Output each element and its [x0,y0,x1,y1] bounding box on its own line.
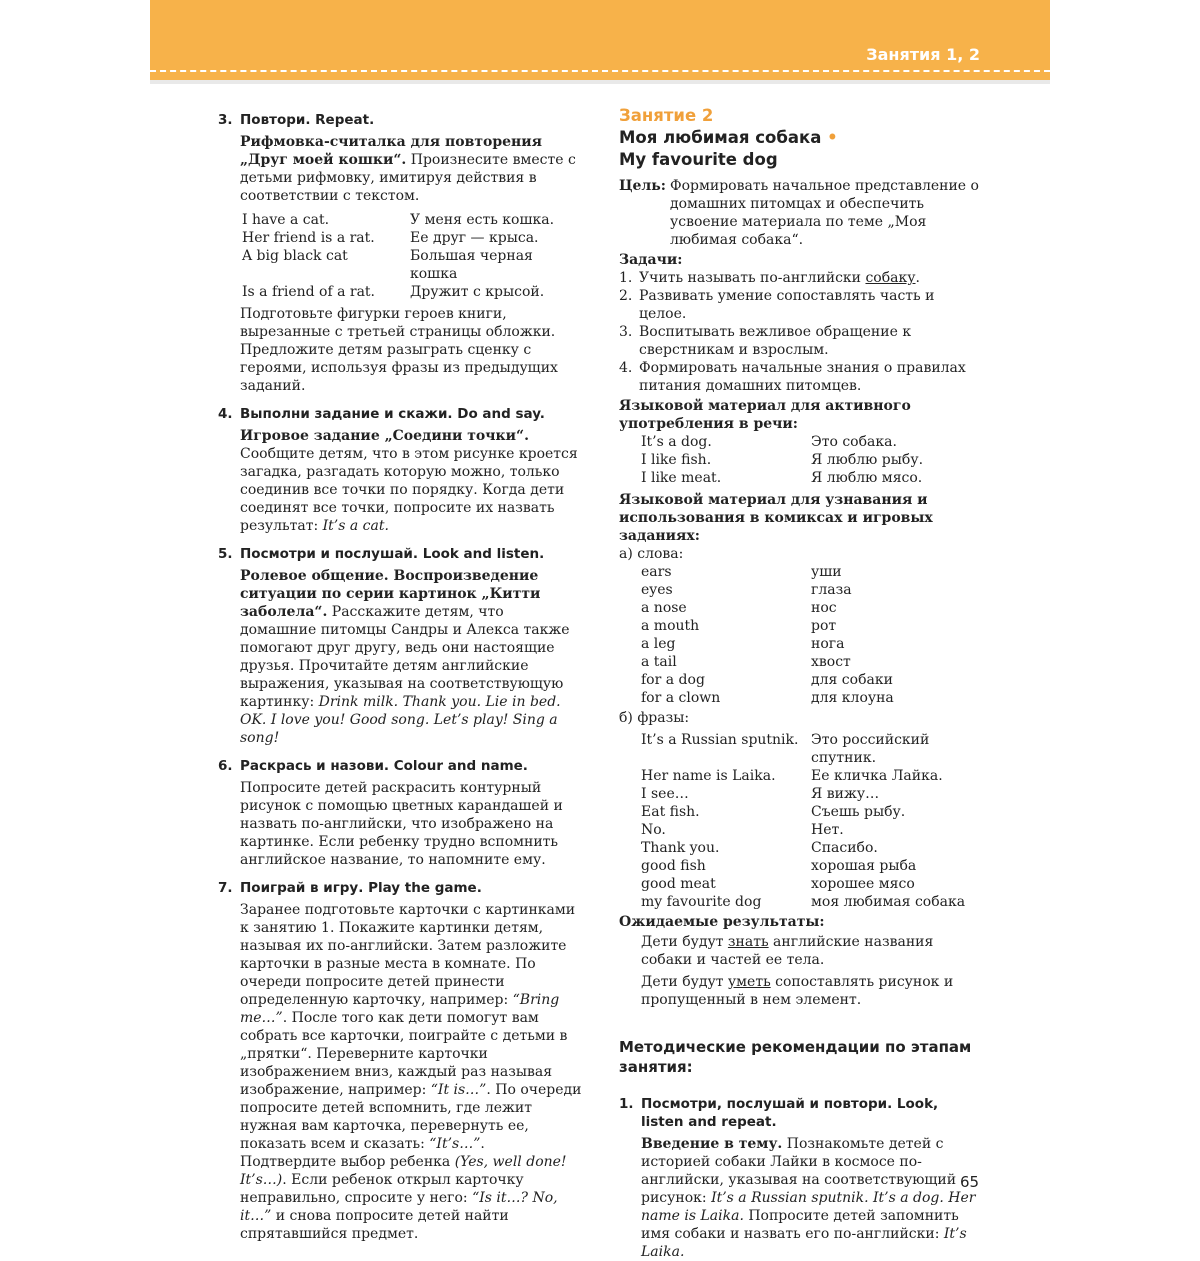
italic-phrase: “It is…” [430,1082,487,1098]
italic-phrase: Drink milk. Thank you. Lie in bed. OK. I love you! Good song. Let’s play! Sing a song! [240,694,561,746]
task-title: Раскрась и назови. Colour and name. [240,758,528,774]
item-number: 4. [619,360,633,376]
header-band [150,0,1050,80]
vocab-ru: Я вижу… [811,786,880,802]
vocab-ru: хорошее мясо [811,876,915,892]
text: сопоставлять рисунок и пропущенный в нем элемент. [641,974,954,1008]
rhyme-en: Her friend is a rat. [242,230,375,246]
vocab-en: It’s a Russian sputnik. [641,732,799,748]
vocab-ru: нос [811,600,837,616]
vocab-en: for a clown [641,690,721,706]
task-5-body [240,567,582,747]
text: Попросите детей запомнить имя собаки и назвать его по-английски: [641,1208,959,1242]
result-paragraph [641,973,982,1009]
text: . По очереди попросите детей вспомнить, где лежит нужная вам карточка, перевернуть ее, показать всем и сказать: [240,1082,582,1152]
vocab-ru: Я люблю мясо. [811,470,923,486]
vocab-en: a tail [641,654,677,670]
text: Формировать начальные знания о правилах питания домашних питомцев. [639,360,966,394]
list-item [619,287,982,323]
vocab-ru: нога [811,636,845,652]
lesson-title-en: My favourite dog [619,150,778,169]
task-7-body [240,901,582,1243]
text: . [915,270,920,286]
italic-phrase: It’s Laika. [641,1226,967,1260]
method-section-title: Методические рекомендации по этапам занятия: [619,1038,972,1076]
task-6-body [240,779,582,869]
italic-phrase: “It’s…” [429,1136,481,1152]
list-item [619,359,982,395]
bold-lead: Ролевое общение. Воспроизведение ситуации по серии картинок „Китти заболела“. [240,568,541,620]
vocab-row [641,731,982,767]
rhyme-row [242,247,582,283]
vocab-row [641,803,982,821]
vocab-en: It’s a dog. [641,434,712,450]
task-number: 3. [218,112,233,128]
header-shadow [150,80,1050,84]
vocab-row [641,857,982,875]
vocab-ru: для клоуна [811,690,894,706]
vocab-en: No. [641,822,666,838]
vocab-en: Her name is Laika. [641,768,776,784]
task-number: 1. [619,1096,634,1112]
vocab-en: my favourite dog [641,894,762,910]
lesson-label: Занятие 2 [619,106,714,125]
paragraph: Подготовьте фигурки героев книги, вырезанные с третьей страницы обложки. Предложите детям разыграть сценку с героями, используя фразы из предыдущих заданий. [240,306,558,394]
vocab-en: good fish [641,858,706,874]
vocab-en: good meat [641,876,716,892]
underlined-word: собаку [865,270,916,286]
rhyme-table [242,211,582,301]
text: Познакомьте детей с историей собаки Лайки в космосе по-английски, указывая на соответствующий рисунок: [641,1136,957,1206]
vocab-row [641,671,982,689]
results-label: Ожидаемые результаты: [619,914,825,930]
task-6-heading [218,757,582,775]
bold-lead: Рифмовка-считалка для повторения „Друг моей кошки“. [240,134,542,168]
header-lessons-title: Занятия 1, 2 [866,45,980,64]
vocab-ru: глаза [811,582,852,598]
paragraph [240,427,582,535]
vocab-row [641,563,982,581]
task-number: 5. [218,546,233,562]
vocab-row [641,839,982,857]
paragraph [240,133,582,205]
tasks-list [619,269,982,395]
vocab-ru: хвост [811,654,851,670]
tasks-label: Задачи: [619,252,683,268]
vocab-row [641,599,982,617]
task-number: 7. [218,880,233,896]
task-title: Поиграй в игру. Play the game. [240,880,482,896]
vocab-row [641,767,982,785]
vocab-row [641,451,982,469]
text: Воспитывать вежливое обращение к сверстникам и взрослым. [639,324,912,358]
task-4-body [240,427,582,535]
vocab-row [641,821,982,839]
vocab-row [641,785,982,803]
words-label: а) слова: [619,546,684,562]
passive-material-label: Языковой материал для узнавания и использования в комиксах и игровых заданиях: [619,492,933,544]
words-table [641,563,982,707]
vocab-ru: Нет. [811,822,844,838]
vocab-row [641,689,982,707]
vocab-ru: моя любимая собака [811,894,966,910]
italic-phrase: “Bring me…” [240,992,560,1026]
vocab-ru: Ее кличка Лайка. [811,768,943,784]
italic-phrase: “Is it…? No, it…” [240,1190,558,1224]
vocab-ru: для собаки [811,672,893,688]
rhyme-row [242,211,582,229]
vocab-row [641,653,982,671]
rhyme-row [242,283,582,301]
vocab-en: a nose [641,600,687,616]
italic-phrase: It’s a cat. [322,518,389,534]
step-1-body [641,1135,982,1261]
task-3-body [240,133,582,395]
vocab-en: for a dog [641,672,705,688]
item-number: 2. [619,288,633,304]
vocab-row [641,469,982,487]
vocab-ru: Я люблю рыбу. [811,452,924,468]
vocab-en: eyes [641,582,673,598]
vocab-en: I like fish. [641,452,712,468]
step-1-heading [619,1095,982,1131]
lesson-title-ru [619,127,982,149]
title-ru-text: Моя любимая собака [619,128,822,147]
item-number: 3. [619,324,633,340]
rhyme-en: I have a cat. [242,212,330,228]
task-title: Посмотри, послушай и повтори. Look, listen and repeat. [641,1096,939,1130]
underlined-word: знать [727,934,769,950]
vocab-en: Eat fish. [641,804,700,820]
right-column [619,105,982,1261]
vocab-ru: хорошая рыба [811,858,917,874]
active-material-label: Языковой материал для активного употребления в речи: [619,398,911,432]
list-item [619,323,982,359]
rhyme-row [242,229,582,247]
text: . После того как дети помогут вам собрать все карточки, поиграйте с детьми в „прятки“. Переверните карточки изображением вниз, каждый раз называя изображение, например: [240,1010,568,1098]
phrases-label: б) фразы: [619,710,690,726]
vocab-ru: рот [811,618,837,634]
vocab-row [641,893,982,911]
vocab-ru: уши [811,564,842,580]
phrases-table [641,731,982,911]
task-number: 4. [218,406,233,422]
task-title: Выполни задание и скажи. Do and say. [240,406,545,422]
results-block [641,933,982,1009]
vocab-ru: Это российский спутник. [811,732,930,766]
rhyme-ru: Ее друг — крыса. [410,230,539,246]
vocab-en: I see… [641,786,689,802]
vocab-en: I like meat. [641,470,722,486]
vocab-row [641,617,982,635]
task-title: Посмотри и послушай. Look and listen. [240,546,545,562]
text: . Если ребенок открыл карточку неправильно, спросите у него: [240,1172,524,1206]
vocab-en: Thank you. [641,840,720,856]
result-paragraph [641,933,982,969]
task-4-heading [218,405,582,423]
vocab-row [641,433,982,451]
active-material-table [641,433,982,487]
paragraph [641,1135,982,1261]
text: и снова попросите детей найти спрятавшийся предмет. [240,1208,509,1242]
underlined-word: уметь [727,974,771,990]
text: Расскажите детям, что домашние питомцы Сандры и Алекса также помогают друг другу, ведь они настоящие друзья. Прочитайте детям английские выражения, указывая на соответствующую картинку: [240,604,570,710]
text: Сообщите детям, что в этом рисунке кроется загадка, разгадать которую можно, только соединив все точки по порядку. Когда дети соединят все точки, попросите их назвать результат: [240,446,578,534]
page-number: 65 [960,1173,980,1191]
task-number: 6. [218,758,233,774]
bold-lead: Введение в тему. [641,1136,783,1152]
text: . Подтвердите выбор ребенка [240,1136,485,1170]
goal-label: Цель: [619,178,666,194]
vocab-row [641,635,982,653]
paragraph: Попросите детей раскрасить контурный рисунок с помощью цветных карандашей и назвать по-английски, что изображено на картинке. Если ребенку трудно вспомнить английское название, то напомните ему. [240,780,563,868]
text: Заранее подготовьте карточки с картинками к занятию 1. Покажите картинки детям, называя их по-английски. Затем разложите карточки в разные места в комнате. По очереди попросите детей принести определенную карточку, например: [240,902,576,1008]
list-item [619,269,982,287]
vocab-ru: Это собака. [811,434,897,450]
task-7-heading [218,879,582,897]
goal-block [619,177,982,249]
text: Учить называть по-английски [639,270,866,286]
text: Дети будут [641,974,728,990]
rhyme-ru: Дружит с крысой. [410,284,545,300]
task-title: Повтори. Repeat. [240,112,375,128]
text: английские названия собаки и частей ее тела. [641,934,934,968]
text: Дети будут [641,934,728,950]
bold-lead: Игровое задание „Соедини точки“. [240,428,529,444]
bullet-dot-icon: • [827,128,838,147]
vocab-en: a mouth [641,618,700,634]
rhyme-en: Is a friend of a rat. [242,284,375,300]
rhyme-en: A big black cat [242,248,348,264]
item-number: 1. [619,270,633,286]
goal-text: Формировать начальное представление о домашних питомцах и обеспечить усвоение материала по теме „Моя любимая собака“. [669,178,979,248]
left-column [218,105,582,1243]
task-3-heading [218,111,582,129]
rhyme-ru: Большая черная кошка [410,248,533,282]
vocab-ru: Съешь рыбу. [811,804,906,820]
italic-phrase: (Yes, well done! It’s…) [240,1154,567,1188]
paragraph [240,567,582,747]
text: Развивать умение сопоставлять часть и целое. [639,288,935,322]
text: Произнесите вместе с детьми рифмовку, имитируя действия в соответствии с текстом. [240,152,576,204]
vocab-en: a leg [641,636,676,652]
vocab-ru: Спасибо. [811,840,878,856]
vocab-en: ears [641,564,672,580]
rhyme-ru: У меня есть кошка. [410,212,555,228]
header-stitch-line [150,70,1050,72]
italic-phrase: It’s a Russian sputnik. It’s a dog. Her name is Laika. [641,1190,976,1224]
paragraph [240,901,582,1243]
task-5-heading [218,545,582,563]
vocab-row [641,581,982,599]
vocab-row [641,875,982,893]
